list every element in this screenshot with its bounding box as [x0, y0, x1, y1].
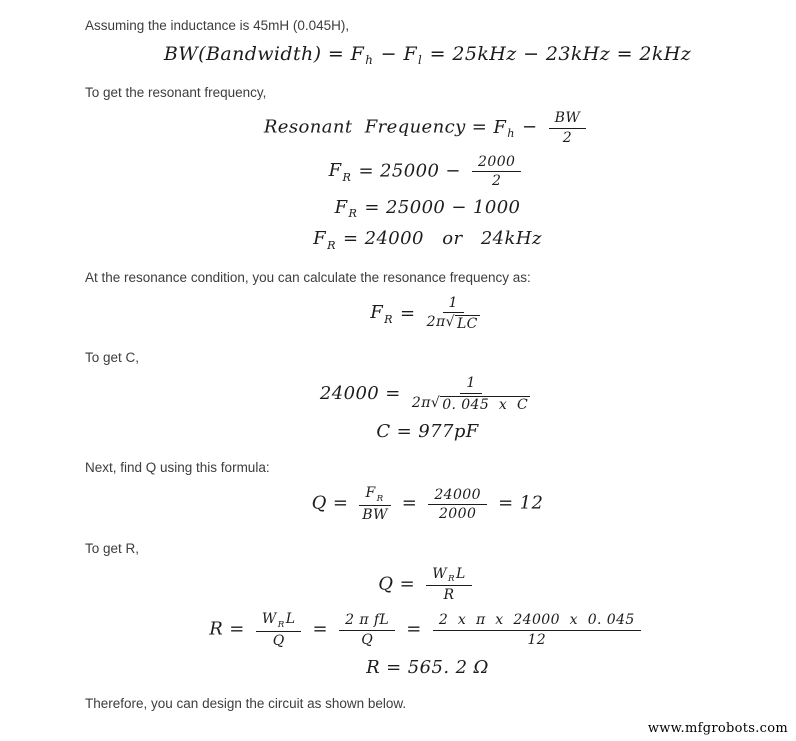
subscript-group	[370, 302, 394, 326]
paragraph: At the resonance condition, you can calculate the resonance frequency as:	[85, 269, 531, 285]
formula	[85, 485, 770, 522]
formula	[85, 657, 770, 678]
numerator	[256, 611, 302, 631]
formula-text: = 24000 or 24kHz	[336, 228, 542, 250]
formula	[85, 43, 770, 67]
formula-text: 2 π fL	[345, 612, 390, 629]
numerator	[549, 110, 587, 128]
radicand	[440, 396, 530, 414]
denominator	[412, 394, 530, 414]
formula-text: 2π	[426, 313, 446, 330]
denominator	[492, 172, 501, 189]
denominator	[273, 632, 285, 649]
formula-text: 1	[466, 375, 476, 392]
denominator	[563, 129, 572, 146]
subscript: h	[365, 53, 374, 68]
fraction	[472, 154, 521, 189]
formula-text: = 25000 −	[352, 160, 468, 182]
formula	[85, 154, 770, 189]
formula-text: BW(Bandwidth) =	[163, 43, 351, 65]
formula-text: 2	[492, 172, 502, 189]
watermark: www.mfgrobots.com	[647, 721, 788, 736]
subscript-base: F	[334, 197, 348, 219]
denominator	[439, 505, 476, 522]
subscript-base: F	[403, 43, 418, 65]
formula-text: R =	[209, 619, 251, 641]
subscript-base: F	[350, 43, 365, 65]
formula	[85, 375, 770, 413]
denominator	[362, 506, 388, 523]
fraction	[412, 375, 530, 413]
subscript: R	[277, 619, 285, 630]
formula-text: 24000 =	[319, 383, 407, 405]
fraction	[256, 611, 302, 648]
formula-text: 2π	[411, 394, 431, 411]
subscript: h	[507, 127, 515, 141]
paragraph: To get R,	[85, 540, 140, 556]
formula	[85, 110, 770, 145]
subscript-base: F	[370, 302, 384, 324]
subscript-group	[403, 43, 423, 68]
fraction	[339, 612, 395, 647]
denominator	[443, 586, 454, 603]
formula	[85, 566, 770, 603]
formula-text: 12	[527, 631, 547, 648]
formula-text: 2 x π x 24000 x 0. 045	[438, 612, 635, 629]
subscript-base: F	[365, 485, 376, 502]
subscript-group	[313, 228, 337, 252]
subscript: R	[384, 312, 393, 326]
formula-text: = 25000 − 1000	[358, 197, 521, 219]
formula-text: 2000	[478, 153, 516, 170]
subscript-group	[261, 611, 286, 630]
formula-text: L	[285, 611, 296, 628]
formula-text: = 25kHz − 23kHz = 2kHz	[423, 43, 692, 65]
subscript-base: W	[261, 611, 277, 628]
sqrt-group	[446, 315, 480, 333]
paragraph: Assuming the inductance is 45mH (0.045H),	[85, 18, 350, 33]
formula-text: 2	[562, 129, 573, 146]
formula-text: Resonant Frequency =	[263, 117, 494, 139]
formula-text: R = 565. 2 Ω	[366, 656, 489, 678]
formula-text: Q	[272, 632, 285, 649]
formula-text: R	[443, 587, 455, 604]
numerator	[472, 154, 521, 172]
radical-sign: √	[430, 394, 441, 411]
subscript-base: F	[493, 117, 507, 139]
subscript-group	[493, 117, 515, 141]
formula-text: BW	[554, 110, 581, 127]
formula	[85, 611, 770, 648]
formula-text: 1	[448, 294, 458, 311]
subscript: R	[342, 170, 352, 184]
denominator	[361, 631, 373, 648]
formula-text: 0. 045 x C	[442, 396, 529, 413]
fraction	[359, 485, 390, 522]
subscript: R	[348, 207, 358, 221]
formula	[85, 228, 770, 251]
formula-text: C = 977pF	[376, 421, 479, 443]
formula-text: =	[306, 619, 335, 641]
formula-text: −	[515, 117, 544, 139]
formula	[85, 295, 770, 333]
formula-text: BW	[362, 506, 388, 523]
fraction	[433, 612, 641, 647]
formula	[85, 197, 770, 220]
subscript: R	[376, 493, 384, 504]
formula-text: Q =	[378, 573, 422, 595]
subscript-base: F	[328, 160, 342, 182]
subscript-base: F	[313, 228, 327, 250]
formula-text: 24000	[434, 486, 481, 503]
fraction	[549, 110, 587, 145]
paragraph: To get the resonant frequency,	[85, 85, 267, 101]
numerator	[426, 566, 472, 586]
subscript-group	[350, 43, 375, 68]
formula-text: = 12	[491, 493, 544, 515]
formula-text: Q	[361, 631, 374, 648]
formula-text: =	[395, 493, 424, 515]
formula-text: =	[400, 619, 428, 641]
formula-text: L	[455, 565, 466, 582]
numerator	[443, 295, 464, 313]
subscript-group	[432, 565, 456, 585]
numerator	[428, 487, 487, 505]
radical-sign: √	[445, 313, 455, 330]
paragraph: To get C,	[85, 350, 140, 366]
radicand	[455, 315, 480, 333]
paragraph: Therefore, you can design the circuit as shown below.	[85, 695, 407, 711]
numerator	[433, 612, 641, 630]
subscript-group	[334, 197, 359, 221]
fraction	[427, 295, 480, 333]
subscript: l	[418, 53, 423, 68]
paragraph: Next, find Q using this formula:	[85, 460, 270, 476]
denominator	[427, 313, 480, 333]
subscript-group	[365, 485, 384, 504]
formula-text: =	[393, 302, 422, 324]
formula	[85, 421, 770, 442]
formula-text: LC	[456, 315, 478, 332]
fraction	[428, 487, 487, 522]
sqrt-group	[431, 396, 530, 414]
subscript-base: W	[432, 565, 448, 582]
numerator	[339, 612, 395, 630]
formula-text: −	[374, 43, 404, 65]
fraction	[426, 566, 472, 603]
subscript-group	[328, 160, 353, 184]
numerator	[460, 375, 481, 393]
formula-text: 2000	[438, 505, 477, 522]
subscript: R	[327, 238, 336, 252]
denominator	[527, 631, 546, 648]
numerator	[359, 485, 390, 505]
formula-text: Q =	[311, 493, 355, 515]
subscript: R	[448, 574, 455, 585]
